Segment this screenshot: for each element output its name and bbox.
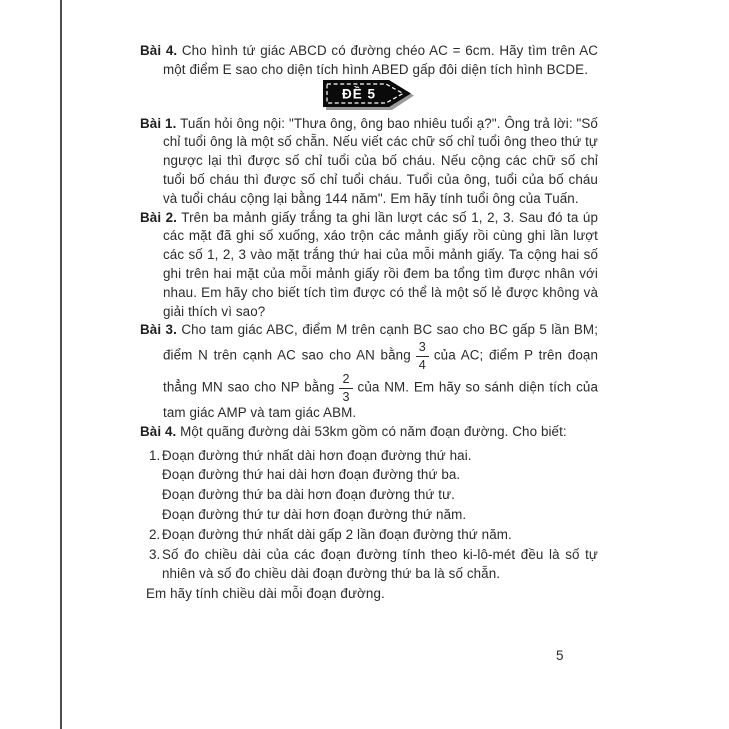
list-item xyxy=(149,525,598,545)
problem-label: Bài 1. xyxy=(140,115,177,131)
fraction-two-thirds xyxy=(339,372,352,404)
problem-text-segment: của NM. Em hãy so sánh diện tích của tam giác AMP và tam giác ABM. xyxy=(163,379,599,421)
problem-4-outro: Em hãy tính chiều dài mỗi đoạn đường. xyxy=(146,586,385,602)
problem-text-segment: Cho tam giác ABC, điểm M trên cạnh BC sao cho BC gấp 5 lần BM; điểm N trên cạnh AC sao cho AN bằng xyxy=(163,322,599,363)
problem-text: Tuấn hỏi ông nội: "Thưa ông, ông bao nhiêu tuổi ạ?". Ông trả lời: "Số chỉ tuổi ông là một số chẵn. Nếu viết các chữ số chỉ tuổi ông theo thứ tự ngược lại thì được số chỉ tuổi của bố cháu. Nếu cộng các chữ số chỉ tuổi bố cháu thì được số chỉ tuổi cháu. Tuổi của ông, tuổi của bố cháu và tuổi cháu cộng lại bằng 144 năm". Em hãy tính tuổi ông của Tuấn. xyxy=(163,115,598,206)
problem-2 xyxy=(140,209,598,322)
list-item xyxy=(149,446,598,466)
list-item xyxy=(162,505,598,525)
page-edge-line xyxy=(60,0,62,729)
fraction-denominator: 3 xyxy=(342,389,350,404)
problem-text: Một quãng đường dài 53km gồm có năm đoạn đường. Cho biết: xyxy=(180,423,567,439)
problem-1 xyxy=(140,115,598,209)
fraction-denominator: 4 xyxy=(418,357,426,372)
problem-4-intro xyxy=(140,423,598,442)
badge-row xyxy=(140,78,598,111)
list-item-text: Đoạn đường thứ nhất dài hơn đoạn đường thứ hai. xyxy=(162,447,472,463)
problem-4-previous xyxy=(140,42,598,80)
problem-3 xyxy=(140,321,599,422)
list-item-number: 1. xyxy=(149,447,161,463)
list-item-text: Đoạn đường thứ ba dài hơn đoạn đường thứ tư. xyxy=(162,487,455,503)
list-item xyxy=(162,485,598,505)
page-number: 5 xyxy=(556,648,564,663)
condition-list xyxy=(140,446,598,585)
list-item-text: Số đo chiều dài của các đoạn đường tính theo ki-lô-mét đều là số tự nhiên và số đo chiều dài đoạn đường thứ ba là số chẵn. xyxy=(162,546,598,582)
list-item-number: 3. xyxy=(149,546,161,562)
problem-text-segment: của AC; điểm P trên đoạn thẳng MN sao cho NP bằng xyxy=(163,347,598,395)
badge-label: ĐỀ 5 xyxy=(341,86,377,102)
page-content xyxy=(140,42,598,604)
list-item-text: Đoạn đường thứ tư dài hơn đoạn đường thứ năm. xyxy=(162,507,467,523)
problem-label: Bài 3. xyxy=(140,322,177,338)
problem-4 xyxy=(140,423,598,604)
de-5-badge-icon xyxy=(321,78,417,111)
problem-text: Cho hình tứ giác ABCD có đường chéo AC = 6cm. Hãy tìm trên AC một điểm E sao cho diện tích hình ABED gấp đôi diện tích hình BCDE. xyxy=(163,43,598,77)
list-item xyxy=(162,465,598,485)
problem-label: Bài 4. xyxy=(140,43,178,58)
fraction-three-fourths xyxy=(416,340,429,372)
problem-text: Trên ba mảnh giấy trắng ta ghi lần lượt các số 1, 2, 3. Sau đó ta úp các mặt đã ghi số xuống, xáo trộn các mảnh giấy rồi cùng ghi lần lượt các số 1, 2, 3 vào mặt trắng thứ hai của mỗi mảnh giấy. Ta cộng hai số ghi trên hai mặt của mỗi mảnh giấy rồi đem ba tổng tìm được nhân với nhau. Em hãy cho biết tích tìm được có thể là một số lẻ được không và giải thích vì sao? xyxy=(163,209,598,319)
problem-label: Bài 2. xyxy=(140,209,178,225)
fraction-numerator: 2 xyxy=(339,372,352,388)
list-item-text: Đoạn đường thứ nhất dài gấp 2 lần đoạn đường thứ năm. xyxy=(162,526,512,542)
list-item-number: 2. xyxy=(149,526,161,542)
list-item-text: Đoạn đường thứ hai dài hơn đoạn đường thứ ba. xyxy=(162,467,461,483)
problem-label: Bài 4. xyxy=(140,423,177,439)
list-item xyxy=(149,545,598,585)
fraction-numerator: 3 xyxy=(416,340,429,356)
